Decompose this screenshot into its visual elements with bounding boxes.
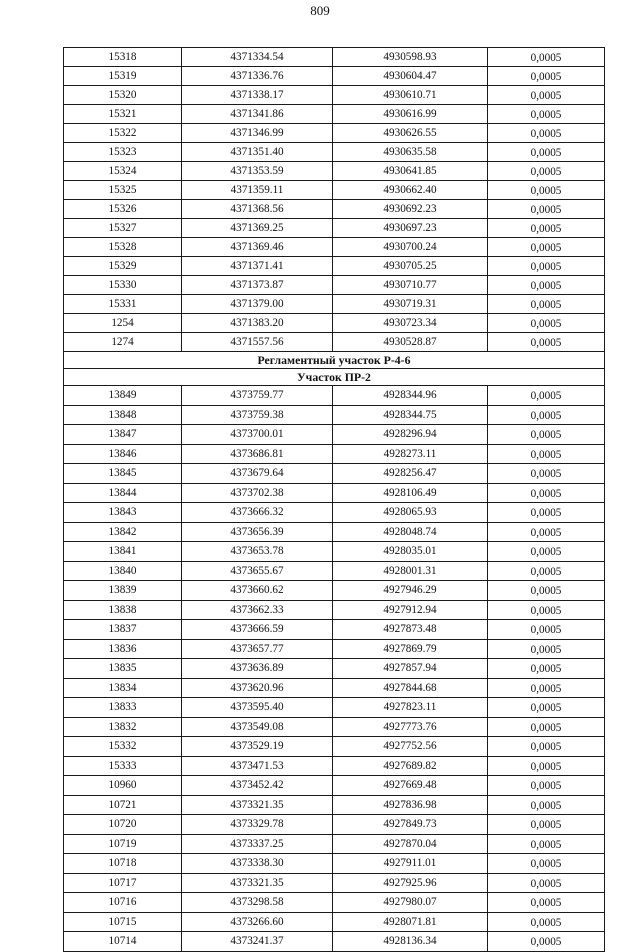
x-coordinate-cell: 4373452.42 <box>182 776 333 796</box>
table-row <box>64 314 605 333</box>
table-row <box>64 737 605 757</box>
point-number-cell: 13849 <box>64 386 182 406</box>
x-coordinate-cell: 4371557.56 <box>182 333 333 352</box>
accuracy-cell: 0,0005 <box>488 834 605 854</box>
point-number-cell: 13836 <box>64 639 182 659</box>
y-coordinate-cell: 4927912.94 <box>333 600 488 620</box>
point-number-cell: 13848 <box>64 405 182 425</box>
point-number-cell: 13841 <box>64 542 182 562</box>
x-coordinate-cell: 4373549.08 <box>182 717 333 737</box>
y-coordinate-cell: 4927849.73 <box>333 815 488 835</box>
x-coordinate-cell: 4373657.77 <box>182 639 333 659</box>
point-number-cell: 10718 <box>64 854 182 874</box>
accuracy-cell: 0,0005 <box>488 776 605 796</box>
table-row <box>64 854 605 874</box>
accuracy-cell: 0,0005 <box>488 425 605 445</box>
x-coordinate-cell: 4373759.38 <box>182 405 333 425</box>
x-coordinate-cell: 4371341.86 <box>182 105 333 124</box>
point-number-cell: 15323 <box>64 143 182 162</box>
accuracy-cell: 0,0005 <box>488 698 605 718</box>
y-coordinate-cell: 4927873.48 <box>333 620 488 640</box>
x-coordinate-cell: 4373702.38 <box>182 483 333 503</box>
accuracy-cell: 0,0005 <box>488 815 605 835</box>
x-coordinate-cell: 4371351.40 <box>182 143 333 162</box>
table-row <box>64 678 605 698</box>
x-coordinate-cell: 4373679.64 <box>182 464 333 484</box>
accuracy-cell: 0,0005 <box>488 67 605 86</box>
section-title: Регламентный участок Р-4-6 <box>64 352 605 369</box>
x-coordinate-cell: 4373329.78 <box>182 815 333 835</box>
x-coordinate-cell: 4371353.59 <box>182 162 333 181</box>
x-coordinate-cell: 4371334.54 <box>182 48 333 67</box>
table-row <box>64 181 605 200</box>
y-coordinate-cell: 4927836.98 <box>333 795 488 815</box>
point-number-cell: 1274 <box>64 333 182 352</box>
accuracy-cell: 0,0005 <box>488 405 605 425</box>
y-coordinate-cell: 4930710.77 <box>333 276 488 295</box>
point-number-cell: 15329 <box>64 257 182 276</box>
accuracy-cell: 0,0005 <box>488 333 605 352</box>
accuracy-cell: 0,0005 <box>488 48 605 67</box>
x-coordinate-cell: 4373662.33 <box>182 600 333 620</box>
accuracy-cell: 0,0005 <box>488 600 605 620</box>
point-number-cell: 13840 <box>64 561 182 581</box>
y-coordinate-cell: 4928065.93 <box>333 503 488 523</box>
table-row <box>64 67 605 86</box>
point-number-cell: 13847 <box>64 425 182 445</box>
point-number-cell: 13842 <box>64 522 182 542</box>
point-number-cell: 13844 <box>64 483 182 503</box>
table-row <box>64 561 605 581</box>
y-coordinate-cell: 4930528.87 <box>333 333 488 352</box>
accuracy-cell: 0,0005 <box>488 219 605 238</box>
y-coordinate-cell: 4930598.93 <box>333 48 488 67</box>
accuracy-cell: 0,0005 <box>488 86 605 105</box>
table-row <box>64 776 605 796</box>
point-number-cell: 13846 <box>64 444 182 464</box>
point-number-cell: 15330 <box>64 276 182 295</box>
table-row <box>64 815 605 835</box>
x-coordinate-cell: 4373666.32 <box>182 503 333 523</box>
y-coordinate-cell: 4930705.25 <box>333 257 488 276</box>
accuracy-cell: 0,0005 <box>488 238 605 257</box>
accuracy-cell: 0,0005 <box>488 483 605 503</box>
point-number-cell: 15327 <box>64 219 182 238</box>
point-number-cell: 10721 <box>64 795 182 815</box>
x-coordinate-cell: 4373241.37 <box>182 932 333 952</box>
y-coordinate-cell: 4930662.40 <box>333 181 488 200</box>
accuracy-cell: 0,0005 <box>488 181 605 200</box>
point-number-cell: 13843 <box>64 503 182 523</box>
x-coordinate-cell: 4373656.39 <box>182 522 333 542</box>
y-coordinate-cell: 4930700.24 <box>333 238 488 257</box>
point-number-cell: 15321 <box>64 105 182 124</box>
table-row <box>64 48 605 67</box>
accuracy-cell: 0,0005 <box>488 162 605 181</box>
accuracy-cell: 0,0005 <box>488 932 605 952</box>
x-coordinate-cell: 4373660.62 <box>182 581 333 601</box>
table-row <box>64 932 605 952</box>
y-coordinate-cell: 4927857.94 <box>333 659 488 679</box>
y-coordinate-cell: 4928256.47 <box>333 464 488 484</box>
y-coordinate-cell: 4928001.31 <box>333 561 488 581</box>
table-row <box>64 893 605 913</box>
point-number-cell: 15332 <box>64 737 182 757</box>
table-row <box>64 257 605 276</box>
y-coordinate-cell: 4928344.75 <box>333 405 488 425</box>
accuracy-cell: 0,0005 <box>488 737 605 757</box>
accuracy-cell: 0,0005 <box>488 717 605 737</box>
table-row <box>64 162 605 181</box>
accuracy-cell: 0,0005 <box>488 464 605 484</box>
table-row <box>64 333 605 352</box>
y-coordinate-cell: 4927870.04 <box>333 834 488 854</box>
y-coordinate-cell: 4928071.81 <box>333 912 488 932</box>
y-coordinate-cell: 4930610.71 <box>333 86 488 105</box>
subsection-title: Участок ПР-2 <box>64 369 605 386</box>
table-row <box>64 386 605 406</box>
point-number-cell: 13834 <box>64 678 182 698</box>
section-title-row <box>64 352 605 369</box>
table-row <box>64 659 605 679</box>
x-coordinate-cell: 4371379.00 <box>182 295 333 314</box>
y-coordinate-cell: 4930626.55 <box>333 124 488 143</box>
accuracy-cell: 0,0005 <box>488 581 605 601</box>
accuracy-cell: 0,0005 <box>488 200 605 219</box>
y-coordinate-cell: 4930616.99 <box>333 105 488 124</box>
x-coordinate-cell: 4373653.78 <box>182 542 333 562</box>
y-coordinate-cell: 4930697.23 <box>333 219 488 238</box>
table-row <box>64 105 605 124</box>
x-coordinate-cell: 4371346.99 <box>182 124 333 143</box>
coordinates-table <box>63 47 605 952</box>
table-row <box>64 600 605 620</box>
x-coordinate-cell: 4373338.30 <box>182 854 333 874</box>
table-row <box>64 200 605 219</box>
table-row <box>64 756 605 776</box>
x-coordinate-cell: 4371336.76 <box>182 67 333 86</box>
x-coordinate-cell: 4371369.46 <box>182 238 333 257</box>
point-number-cell: 15333 <box>64 756 182 776</box>
table-row <box>64 86 605 105</box>
y-coordinate-cell: 4928273.11 <box>333 444 488 464</box>
point-number-cell: 15318 <box>64 48 182 67</box>
point-number-cell: 15325 <box>64 181 182 200</box>
table-row <box>64 295 605 314</box>
table-row <box>64 912 605 932</box>
table-row <box>64 405 605 425</box>
accuracy-cell: 0,0005 <box>488 386 605 406</box>
table-row <box>64 620 605 640</box>
y-coordinate-cell: 4927869.79 <box>333 639 488 659</box>
table-row <box>64 581 605 601</box>
point-number-cell: 13837 <box>64 620 182 640</box>
y-coordinate-cell: 4927911.01 <box>333 854 488 874</box>
table-row <box>64 542 605 562</box>
table-row <box>64 834 605 854</box>
accuracy-cell: 0,0005 <box>488 503 605 523</box>
table-row <box>64 698 605 718</box>
table-row <box>64 717 605 737</box>
accuracy-cell: 0,0005 <box>488 257 605 276</box>
accuracy-cell: 0,0005 <box>488 444 605 464</box>
page-number: 809 <box>310 3 330 18</box>
x-coordinate-cell: 4373759.77 <box>182 386 333 406</box>
x-coordinate-cell: 4373529.19 <box>182 737 333 757</box>
y-coordinate-cell: 4927669.48 <box>333 776 488 796</box>
y-coordinate-cell: 4927823.11 <box>333 698 488 718</box>
x-coordinate-cell: 4371359.11 <box>182 181 333 200</box>
table-row <box>64 503 605 523</box>
table-row <box>64 795 605 815</box>
table-row <box>64 483 605 503</box>
table-row <box>64 464 605 484</box>
accuracy-cell: 0,0005 <box>488 854 605 874</box>
y-coordinate-cell: 4928035.01 <box>333 542 488 562</box>
table-row <box>64 522 605 542</box>
accuracy-cell: 0,0005 <box>488 561 605 581</box>
point-number-cell: 1254 <box>64 314 182 333</box>
y-coordinate-cell: 4928344.96 <box>333 386 488 406</box>
x-coordinate-cell: 4373337.25 <box>182 834 333 854</box>
y-coordinate-cell: 4927844.68 <box>333 678 488 698</box>
point-number-cell: 15322 <box>64 124 182 143</box>
y-coordinate-cell: 4928296.94 <box>333 425 488 445</box>
point-number-cell: 13832 <box>64 717 182 737</box>
point-number-cell: 15319 <box>64 67 182 86</box>
subsection-title-row <box>64 369 605 386</box>
y-coordinate-cell: 4928106.49 <box>333 483 488 503</box>
point-number-cell: 15324 <box>64 162 182 181</box>
table-row <box>64 444 605 464</box>
point-number-cell: 10720 <box>64 815 182 835</box>
accuracy-cell: 0,0005 <box>488 659 605 679</box>
x-coordinate-cell: 4373595.40 <box>182 698 333 718</box>
y-coordinate-cell: 4930723.34 <box>333 314 488 333</box>
point-number-cell: 15331 <box>64 295 182 314</box>
x-coordinate-cell: 4373686.81 <box>182 444 333 464</box>
y-coordinate-cell: 4930692.23 <box>333 200 488 219</box>
point-number-cell: 10714 <box>64 932 182 952</box>
accuracy-cell: 0,0005 <box>488 295 605 314</box>
point-number-cell: 13835 <box>64 659 182 679</box>
table-row <box>64 276 605 295</box>
x-coordinate-cell: 4373636.89 <box>182 659 333 679</box>
point-number-cell: 13839 <box>64 581 182 601</box>
accuracy-cell: 0,0005 <box>488 105 605 124</box>
point-number-cell: 10719 <box>64 834 182 854</box>
x-coordinate-cell: 4373666.59 <box>182 620 333 640</box>
accuracy-cell: 0,0005 <box>488 639 605 659</box>
point-number-cell: 10960 <box>64 776 182 796</box>
table-row <box>64 143 605 162</box>
accuracy-cell: 0,0005 <box>488 620 605 640</box>
y-coordinate-cell: 4928048.74 <box>333 522 488 542</box>
accuracy-cell: 0,0005 <box>488 756 605 776</box>
accuracy-cell: 0,0005 <box>488 314 605 333</box>
y-coordinate-cell: 4930635.58 <box>333 143 488 162</box>
x-coordinate-cell: 4373321.35 <box>182 873 333 893</box>
accuracy-cell: 0,0005 <box>488 678 605 698</box>
point-number-cell: 13833 <box>64 698 182 718</box>
y-coordinate-cell: 4930641.85 <box>333 162 488 181</box>
x-coordinate-cell: 4373620.96 <box>182 678 333 698</box>
table-row <box>64 873 605 893</box>
accuracy-cell: 0,0005 <box>488 522 605 542</box>
x-coordinate-cell: 4373700.01 <box>182 425 333 445</box>
table-row <box>64 639 605 659</box>
accuracy-cell: 0,0005 <box>488 912 605 932</box>
point-number-cell: 10716 <box>64 893 182 913</box>
y-coordinate-cell: 4927773.76 <box>333 717 488 737</box>
table-row <box>64 425 605 445</box>
x-coordinate-cell: 4373298.58 <box>182 893 333 913</box>
point-number-cell: 10715 <box>64 912 182 932</box>
table-row <box>64 124 605 143</box>
accuracy-cell: 0,0005 <box>488 542 605 562</box>
y-coordinate-cell: 4930719.31 <box>333 295 488 314</box>
x-coordinate-cell: 4373471.53 <box>182 756 333 776</box>
y-coordinate-cell: 4927752.56 <box>333 737 488 757</box>
accuracy-cell: 0,0005 <box>488 893 605 913</box>
x-coordinate-cell: 4371371.41 <box>182 257 333 276</box>
point-number-cell: 13838 <box>64 600 182 620</box>
x-coordinate-cell: 4373321.35 <box>182 795 333 815</box>
x-coordinate-cell: 4371338.17 <box>182 86 333 105</box>
y-coordinate-cell: 4927946.29 <box>333 581 488 601</box>
x-coordinate-cell: 4371373.87 <box>182 276 333 295</box>
y-coordinate-cell: 4930604.47 <box>333 67 488 86</box>
point-number-cell: 10717 <box>64 873 182 893</box>
coordinates-table-body <box>64 48 605 952</box>
x-coordinate-cell: 4373266.60 <box>182 912 333 932</box>
point-number-cell: 13845 <box>64 464 182 484</box>
y-coordinate-cell: 4928136.34 <box>333 932 488 952</box>
point-number-cell: 15328 <box>64 238 182 257</box>
accuracy-cell: 0,0005 <box>488 873 605 893</box>
table-row <box>64 219 605 238</box>
accuracy-cell: 0,0005 <box>488 124 605 143</box>
point-number-cell: 15326 <box>64 200 182 219</box>
y-coordinate-cell: 4927925.96 <box>333 873 488 893</box>
point-number-cell: 15320 <box>64 86 182 105</box>
x-coordinate-cell: 4371383.20 <box>182 314 333 333</box>
table-row <box>64 238 605 257</box>
x-coordinate-cell: 4373655.67 <box>182 561 333 581</box>
x-coordinate-cell: 4371368.56 <box>182 200 333 219</box>
y-coordinate-cell: 4927689.82 <box>333 756 488 776</box>
x-coordinate-cell: 4371369.25 <box>182 219 333 238</box>
y-coordinate-cell: 4927980.07 <box>333 893 488 913</box>
accuracy-cell: 0,0005 <box>488 143 605 162</box>
accuracy-cell: 0,0005 <box>488 276 605 295</box>
accuracy-cell: 0,0005 <box>488 795 605 815</box>
